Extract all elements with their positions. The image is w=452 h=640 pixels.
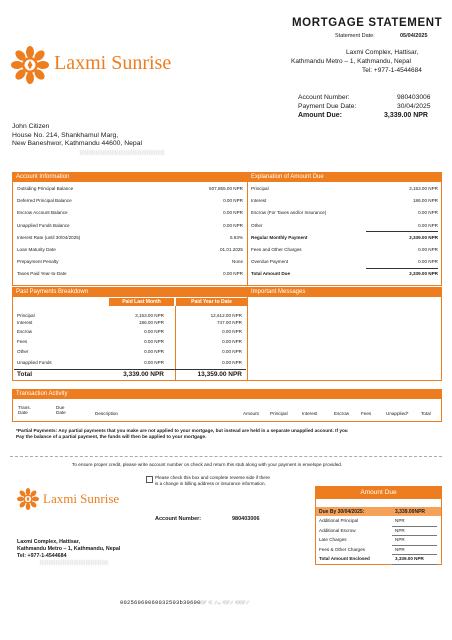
stub-write-line [392, 554, 437, 555]
paid-last-month-header: Paid Last Month [109, 298, 174, 306]
important-messages-box [247, 287, 442, 381]
amount-explain-label: Overdue Payment [251, 259, 289, 265]
past-payment-ytd: 0.00 NPR [222, 360, 242, 365]
stub-line-label: Total Amount Enclosed [319, 556, 370, 561]
bank-logo [11, 46, 49, 84]
partial-payment-note-2: Pay the balance of a partial payment, the funds will then be applied to your mortgage. [16, 434, 207, 439]
past-payment-ytd: 12,612.00 NPR [210, 313, 242, 318]
stub-line-value: 3,339.00 NPR [395, 556, 424, 561]
past-payment-last-month: 0.00 NPR [144, 360, 164, 365]
bank-address-line2: Kathmandu Metro – 1, Kathmandu, Nepal [291, 58, 411, 65]
account-info-label: Escrow Account Balance [17, 210, 68, 216]
account-info-label: Loan Maturity Date [17, 247, 56, 252]
payment-due-date: 30/04/2025 [397, 103, 431, 110]
customer-name: John Citizen [12, 123, 50, 130]
stub-phone: Tel: +977-1-4544684 [17, 553, 67, 559]
stub-logo [17, 488, 39, 510]
stub-line-label: Late Charges [319, 537, 347, 542]
amount-due-label: Amount Due: [298, 112, 342, 119]
transaction-column-header: Description [95, 411, 118, 416]
amount-explain-label: Other [251, 222, 263, 228]
address-change-checkbox[interactable] [146, 476, 153, 483]
stub-amount-due-header: Amount Due [315, 486, 442, 499]
stub-line-value: NPR [395, 537, 405, 542]
stub-bank-name: Laxmi Sunrise [43, 491, 120, 506]
stub-account-number-label: Account Number: [155, 516, 202, 522]
amount-explain-label: Interest [251, 198, 267, 204]
stub-line-label: Additional Principal [319, 518, 359, 523]
customer-address-line1: House No. 214, Shankhamul Marg, [12, 131, 119, 139]
amount-explain-label: Regular Monthly Payment [251, 234, 308, 240]
transaction-header: Transaction Activity [12, 389, 442, 399]
stub-write-line [392, 564, 437, 565]
statement-date: 05/04/2025 [400, 33, 428, 39]
account-info-label: Interest Rate (until 30/04/2025) [17, 234, 81, 240]
account-info-label: Taxes Paid Year-to-Date [17, 271, 67, 277]
past-payment-last-month: 186.00 NPR [138, 319, 164, 325]
partial-payment-note-1: *Partial Payments: Any partial payments that you make are not applied to your mortgage, but instead are held in a separate unapplied account. If you [16, 428, 348, 433]
past-payment-label: Interest [17, 319, 33, 325]
check-box-note-2: is a change in billing address or insurance information. [155, 481, 266, 486]
account-info-value: None [232, 259, 243, 265]
amount-explain-value: 186.00 NPR [412, 198, 438, 204]
account-info-value: 507,855.00 NPR [209, 186, 243, 191]
stub-instruction: To ensure proper credit, please write account number on check and return this stub along with your payment in envelope provided. [72, 462, 343, 467]
stub-line-label: Fees & Other Charges [319, 546, 365, 552]
amount-explain-value: 0.00 NPR [418, 259, 438, 265]
amount-explain-value: 0.00 NPR [418, 222, 438, 228]
past-payment-last-month: 3,153.00 NPR [135, 313, 164, 318]
stub-barcode-smudge: |||||||||||||||||||||||||||||| [40, 560, 109, 566]
transaction-column-header: Amount [243, 411, 259, 416]
transaction-column-header: Total [421, 411, 431, 416]
past-payment-last-month: 0.00 NPR [144, 329, 164, 334]
account-info-header: Account Information [12, 172, 248, 182]
stub-write-line [392, 526, 437, 527]
important-messages-header: Important Messages [247, 287, 442, 297]
transaction-column-header: Principal [270, 411, 288, 416]
account-number-label: Account Number: [298, 94, 350, 101]
account-info-value: 0.00 NPR [223, 222, 243, 228]
stub-separator [10, 456, 442, 457]
account-info-label: Unapplied Funds Balance [17, 222, 70, 228]
due-by-label: Due By 30/04/2025: [319, 509, 365, 515]
customer-address-line2: New Baneshwor, Kathmandu 44600, Nepal [12, 140, 142, 147]
past-payment-label: Unapplied Funds [17, 360, 52, 365]
amount-due-value: 3,339.00 NPR [384, 112, 428, 119]
account-info-label: Prepayment Penalty [17, 259, 59, 265]
transaction-column-header: Fees [361, 411, 372, 416]
account-number: 980403006 [397, 94, 431, 101]
stub-account-number: 980403006 [232, 516, 260, 522]
amount-explain-value: 0.00 NPR [418, 210, 438, 216]
past-payment-label: Fees [17, 339, 28, 344]
transaction-column-header: Unapplied* [386, 411, 409, 416]
due-by-value: 3,339.00NPR [395, 509, 426, 515]
micr-smudge: ⑆⑈ ⑆ ⑇⑉ ⑆⑈⑇ ⑆⑆⑈⑇ [200, 600, 250, 606]
amount-explain-label: Escrow (For Taxes and/or Insurance) [251, 210, 327, 216]
statement-title: MORTGAGE STATEMENT [292, 17, 443, 29]
past-payment-label: Principal [17, 313, 35, 318]
check-box-note-1: Please check this box and complete reverse side if there [155, 475, 270, 480]
past-total-label: Total [17, 371, 33, 378]
stub-line-label: Additional Escrow [319, 527, 356, 533]
subtotal-rule [366, 231, 438, 232]
account-info-value: 0.00 NPR [223, 271, 243, 277]
past-payment-last-month: 0.00 NPR [144, 339, 164, 344]
past-total-ytd: 13,359.00 NPR [197, 371, 242, 378]
amount-explain-value: 0.00 NPR [418, 247, 438, 252]
paid-ytd-header: Paid Year to Date [176, 298, 247, 306]
amount-explain-value: 3,339.00 NPR [409, 271, 438, 277]
stub-address-line1: Laxmi Complex, Hattisar, [17, 539, 80, 545]
amount-explain-label: Fees and Other Charges [251, 247, 302, 252]
amount-explain-header: Explanation of Amount Due [247, 172, 442, 182]
account-info-label: Deferred Principal Balance [17, 198, 72, 204]
past-payment-ytd: 747.00 NPR [216, 319, 242, 325]
subtotal-rule [366, 268, 438, 269]
bank-address-line1: Laxmi Complex, Hattisar, [346, 49, 419, 56]
transaction-column-header: Due Date [56, 405, 66, 416]
micr-line: 00256069060032503b30600 [120, 599, 201, 606]
stub-line-value: NPR [395, 518, 405, 523]
lotus-logo-icon [17, 488, 39, 510]
bank-phone: Tel: +977-1-4544684 [362, 67, 422, 74]
past-payment-label: Escrow [17, 329, 33, 334]
stub-line-value: NPR [395, 527, 405, 533]
past-payments-header: Past Payments Breakdown [12, 287, 248, 297]
amount-explain-value: 3,153.00 NPR [409, 186, 438, 191]
account-info-value: 5.93% [229, 234, 243, 240]
stub-address-line2: Kathmandu Metro – 1, Kathmandu, Nepal [17, 546, 121, 552]
past-payment-ytd: 0.00 NPR [222, 348, 242, 354]
past-total-last-month: 3,339.00 NPR [123, 371, 164, 378]
past-payment-ytd: 0.00 NPR [222, 329, 242, 334]
lotus-logo-icon [11, 46, 49, 84]
account-info-value: 01.01.2025 [220, 247, 243, 252]
account-info-value: 0.00 NPR [223, 210, 243, 216]
statement-date-label: Statement Date: [335, 33, 375, 39]
amount-explain-label: Principal [251, 186, 269, 191]
past-payment-last-month: 0.00 NPR [144, 348, 164, 354]
amount-explain-value: 3,339.00 NPR [409, 234, 438, 240]
barcode-smudge: ||||||||||||||||||||||||||||||||||||| [80, 150, 166, 156]
stub-line-value: NPR [395, 546, 405, 552]
bank-name: Laxmi Sunrise [54, 52, 172, 74]
stub-write-line [392, 545, 437, 546]
payment-due-label: Payment Due Date: [298, 103, 357, 110]
past-payment-label: Other [17, 348, 29, 354]
transaction-column-header: Escrow [334, 411, 350, 416]
account-info-value: 0.00 NPR [223, 198, 243, 204]
amount-explain-label: Total Amount Due [251, 271, 291, 277]
account-info-label: Outsiding Principal Balance [17, 186, 74, 191]
transaction-column-header: Interest [302, 411, 318, 416]
transaction-column-header: Trans. Date [18, 405, 31, 416]
past-payment-ytd: 0.00 NPR [222, 339, 242, 344]
stub-write-line [392, 535, 437, 536]
